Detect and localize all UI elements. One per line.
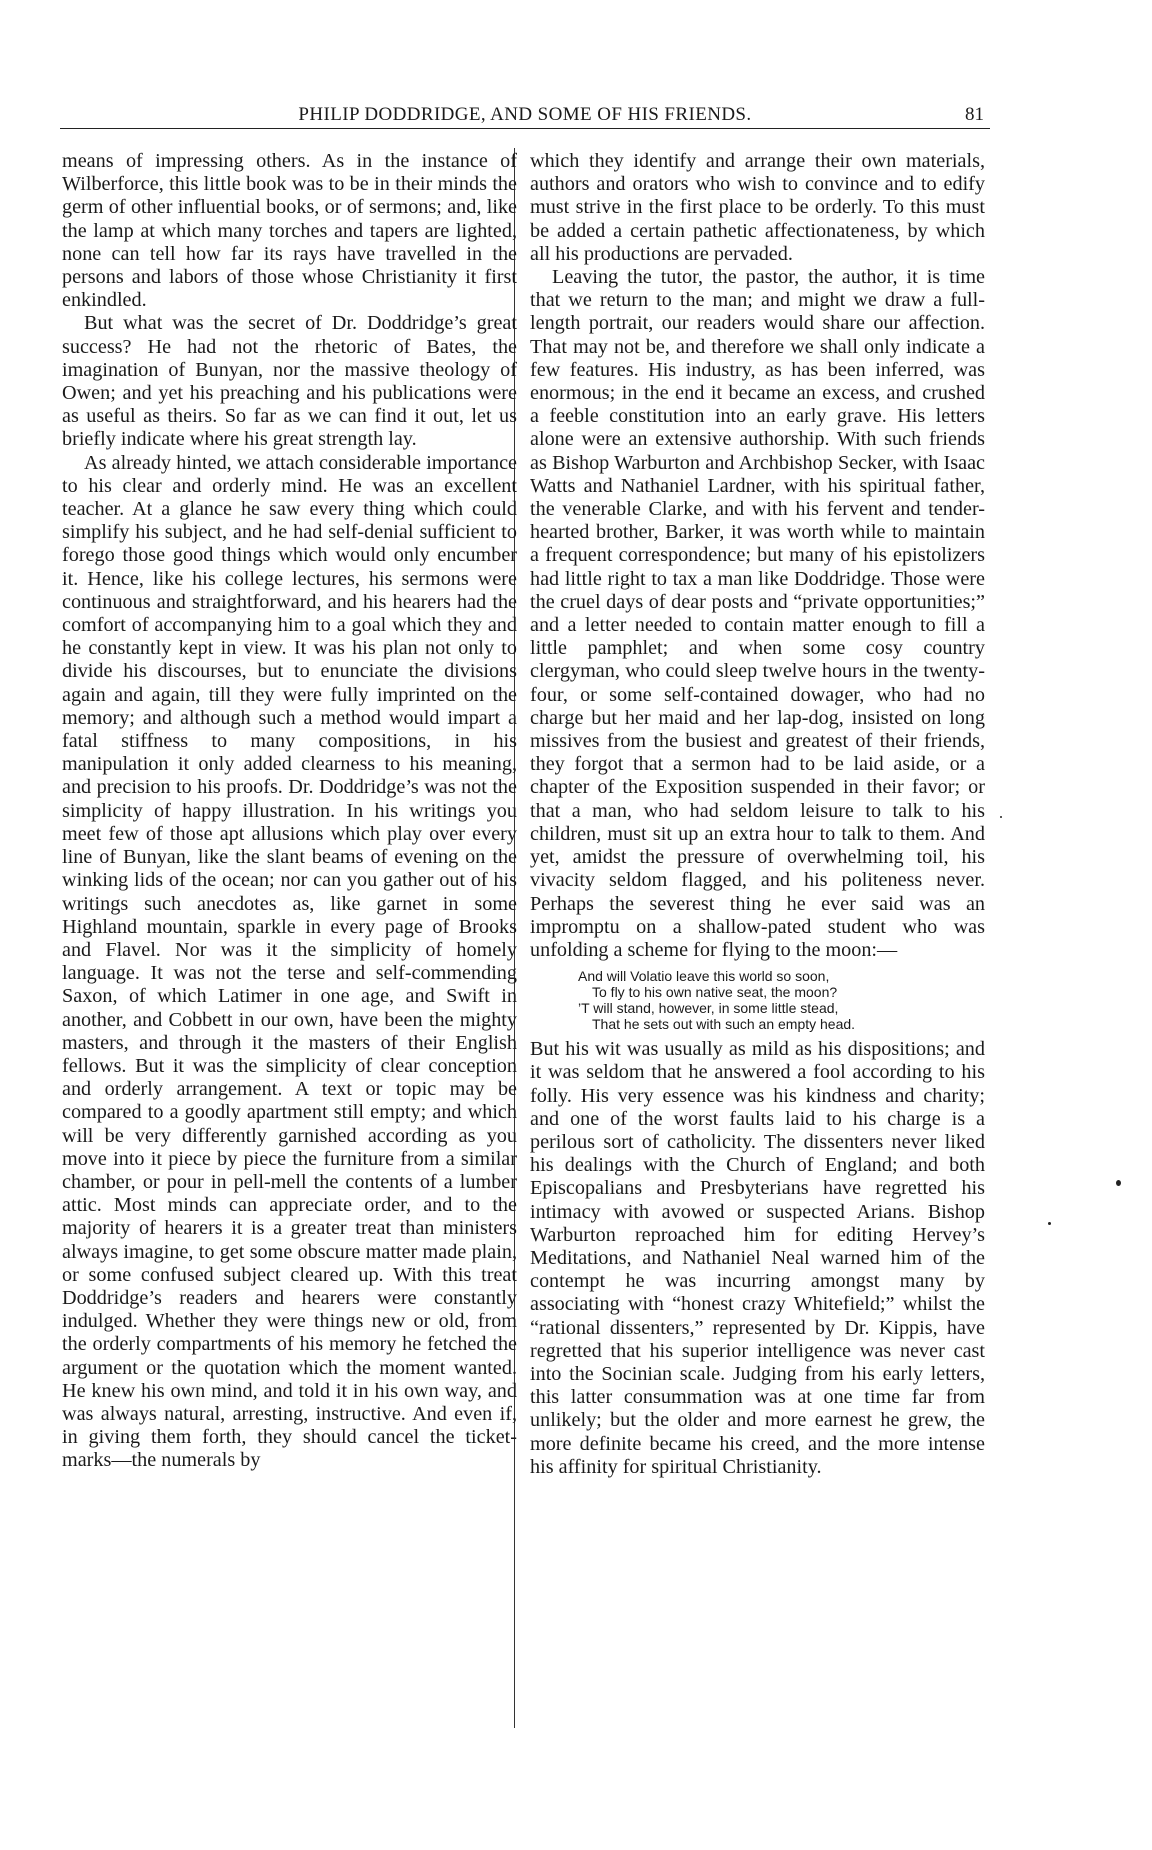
paragraph: Leaving the tutor, the pastor, the author, it is time that we return to the man; and might we draw a full-length portrait, our readers would share our affection. That may not be, and therefore we shall only indicate a few features. His industry, as has been inferred, was enormous; in the end it became an excess, and crushed a feeble constitution into an early grave. His letters alone were an extensive authorship. With such friends as Bishop Warburton and Archbishop Secker, with Isaac Watts and Nathaniel Lardner, with his spiritual father, the venerable Clarke, and with his fervent and tender-hearted brother, Barker, it was worth while to maintain a frequent correspondence; but many of his epistolizers had little right to tax a man like Doddridge. Those were the cruel days of dear posts and “private opportunities;” and a letter needed to contain matter enough to fill a little pamphlet; and when some cosy country clergyman, who could sleep twelve hours in the twenty-four, or some self-contained dowager, who had no charge but her maid and her lap-dog, insisted on long missives from the busiest and greatest of their friends, they forgot that a sermon had to be laid aside, or a chapter of the Exposition suspended in their favor; or that a man, who had seldom leisure to talk to his children, must sit up an extra hour to talk to them. And yet, amidst the pressure of overwhelming toil, his vivacity seldom flagged, and his politeness never. Perhaps the severest thing he ever said was an impromptu on a shallow-pated student who was unfolding a scheme for flying to the moon:— — [530, 266, 985, 961]
ink-speck — [1000, 816, 1002, 818]
verse-line: To fly to his own native seat, the moon? — [592, 984, 838, 1001]
verse-line: And will Volatio leave this world so soon, — [578, 968, 830, 985]
page-number: 81 — [965, 104, 984, 125]
verse-line: That he sets out with such an empty head. — [592, 1016, 856, 1033]
paragraph: But his wit was usually as mild as his dispositions; and it was seldom that he answered a fool according to his folly. His very essence was his kindness and charity; and one of the worst faults laid to his charge is a perilous sort of catholicity. The dissenters never liked his dealings with the Church of England; and both Episcopalians and Presbyterians have regretted his intimacy with avowed or suspected Arians. Bishop Warburton reproached him for editing Hervey’s Meditations, and Nathaniel Neal warned him of the contempt he was incurring amongst many by associating with “honest crazy Whitefield;” whilst the “rational dissenters,” represented by Dr. Kippis, have regretted that his superior intelligence was never cast into the Socinian scale. Judging from his early letters, this latter consummation was at one time far from unlikely; but the older and more earnest he grew, the more definite became his creed, and the more intense his affinity for spiritual Christianity. — [530, 1038, 985, 1478]
paragraph: means of impressing others. As in the instance of Wilberforce, this little book was to be in their minds the germ of other influential books, or of sermons; and, like the lamp at which many torches and tapers are lighted, none can tell how far its rays have travelled in the persons and labors of those whose Christianity it first enkindled. — [62, 150, 517, 312]
paragraph: As already hinted, we attach considerable importance to his clear and orderly mind. He was an excellent teacher. At a glance he saw every thing which could simplify his subject, and he had self-denial sufficient to forego those good things which would only encumber it. Hence, like his college lectures, his sermons were continuous and straightforward, and his hearers had the comfort of accompanying him to a goal which they and he constantly kept in view. It was his plan not only to divide his discourses, but to enunciate the divisions again and again, till they were fully imprinted on the memory; and although such a method would impart a fatal stiffness to many compositions, in his manipulation it only added clearness to his meaning, and precision to his proofs. Dr. Doddridge’s was not the simplicity of happy illustration. In his writings you meet few of those apt allusions which play over every line of Bunyan, like the slant beams of evening on the winking lids of the ocean; nor can you gather out of his writings such anecdotes as, like garnet in some Highland mountain, sparkle in every page of Brooks and Flavel. Nor was it the simplicity of homely language. It was not the terse and self-commending Saxon, of which Latimer in one age, and Swift in another, and Cobbett in our own, have been the mighty masters, and through it the masters of their English fellows. But it was the simplicity of clear conception and orderly arrangement. A text or topic may be compared to a goodly apartment still empty; and which will be very differently garnished according as you move into it piece by piece the furniture from a similar chamber, or pour in pell-mell the contents of a lumber attic. Most minds can appreciate order, and to the majority of hearers it is a greater treat than ministers always imagine, to get some obscure matter made plain, or some confused subject cleared up. With this treat Doddridge’s readers and hearers were constantly indulged. Whether they were things new or old, from the orderly compartments of his memory he fetched the argument or the quotation which the moment wanted. He knew his own mind, and told it in his own way, and was always natural, arresting, instructive. And even if, in giving them forth, they should cancel the ticket-marks—the numerals by — [62, 451, 517, 1472]
paragraph: But what was the secret of Dr. Doddridge’s great success? He had not the rhetoric of Bates, the imagination of Bunyan, nor the massive theology of Owen; and yet his preaching and his publications were as useful as theirs. So far as we can find it out, let us briefly indicate where his great strength lay. — [62, 312, 517, 451]
ink-speck — [1048, 1222, 1051, 1225]
verse-quotation — [578, 968, 985, 1032]
paragraph: which they identify and arrange their own materials, authors and orators who wish to convince and to edify must strive in the first place to be orderly. To this must be added a certain pathetic affectionateness, by which all his productions are pervaded. — [530, 150, 985, 265]
left-column — [62, 150, 517, 1473]
verse-line: ’T will stand, however, in some little stead, — [578, 1000, 839, 1017]
ink-speck — [1116, 1180, 1121, 1186]
running-header — [60, 98, 990, 129]
right-column — [530, 150, 985, 1479]
running-title: PHILIP DODDRIDGE, AND SOME OF HIS FRIENDS. — [298, 104, 752, 125]
